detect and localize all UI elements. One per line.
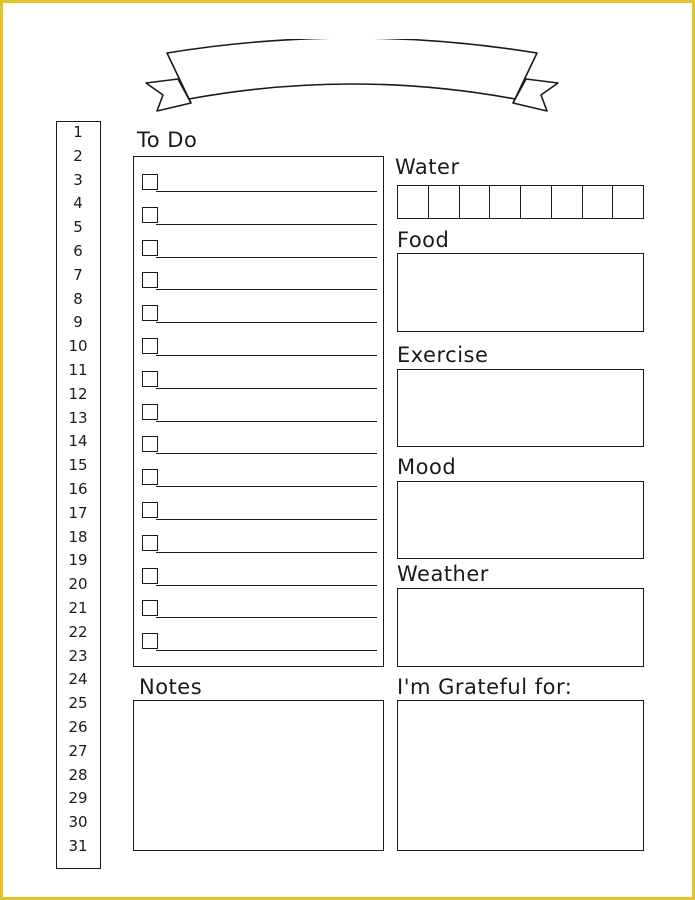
todo-row bbox=[142, 371, 377, 393]
day-column bbox=[56, 121, 101, 869]
todo-line[interactable] bbox=[156, 355, 377, 356]
water-glass-cell[interactable] bbox=[429, 186, 460, 218]
todo-checkbox[interactable] bbox=[142, 600, 158, 616]
day-number: 2 bbox=[73, 146, 83, 165]
todo-row bbox=[142, 240, 377, 262]
todo-row bbox=[142, 207, 377, 229]
day-number: 13 bbox=[68, 408, 88, 427]
todo-row bbox=[142, 600, 377, 622]
todo-checkbox[interactable] bbox=[142, 272, 158, 288]
todo-line[interactable] bbox=[156, 617, 377, 618]
todo-row bbox=[142, 436, 377, 458]
todo-row bbox=[142, 568, 377, 590]
todo-checkbox[interactable] bbox=[142, 502, 158, 518]
todo-line[interactable] bbox=[156, 388, 377, 389]
water-glass-cell[interactable] bbox=[583, 186, 614, 218]
day-number: 20 bbox=[68, 575, 88, 594]
notes-box[interactable] bbox=[133, 700, 384, 851]
water-glass-cell[interactable] bbox=[613, 186, 643, 218]
todo-checkbox[interactable] bbox=[142, 207, 158, 223]
todo-checkbox[interactable] bbox=[142, 305, 158, 321]
todo-checkbox[interactable] bbox=[142, 338, 158, 354]
day-number: 31 bbox=[68, 837, 88, 855]
todo-line[interactable] bbox=[156, 519, 377, 520]
day-number: 14 bbox=[68, 432, 88, 451]
grateful-box[interactable] bbox=[397, 700, 644, 851]
grateful-heading: I'm Grateful for: bbox=[397, 675, 573, 699]
todo-checkbox[interactable] bbox=[142, 240, 158, 256]
todo-line[interactable] bbox=[156, 585, 377, 586]
todo-row bbox=[142, 338, 377, 360]
todo-checkbox[interactable] bbox=[142, 371, 158, 387]
day-number: 9 bbox=[73, 313, 83, 332]
weather-box[interactable] bbox=[397, 588, 644, 667]
weather-heading: Weather bbox=[397, 562, 489, 586]
todo-row bbox=[142, 502, 377, 524]
todo-checkbox[interactable] bbox=[142, 404, 158, 420]
water-glass-cell[interactable] bbox=[398, 186, 429, 218]
banner-band bbox=[167, 39, 537, 99]
todo-row bbox=[142, 535, 377, 557]
exercise-box[interactable] bbox=[397, 369, 644, 447]
todo-checkbox[interactable] bbox=[142, 469, 158, 485]
todo-row bbox=[142, 633, 377, 655]
day-number: 5 bbox=[73, 218, 83, 237]
title-banner[interactable] bbox=[143, 39, 561, 119]
day-number: 24 bbox=[68, 670, 88, 689]
day-number: 22 bbox=[68, 622, 88, 641]
todo-box bbox=[133, 156, 384, 667]
day-number: 27 bbox=[68, 741, 88, 760]
todo-checkbox[interactable] bbox=[142, 436, 158, 452]
water-glass-cell[interactable] bbox=[490, 186, 521, 218]
food-heading: Food bbox=[397, 228, 450, 252]
exercise-heading: Exercise bbox=[397, 343, 489, 367]
todo-line[interactable] bbox=[156, 453, 377, 454]
day-number: 15 bbox=[68, 456, 88, 475]
day-number: 17 bbox=[68, 503, 88, 522]
day-number: 12 bbox=[68, 384, 88, 403]
day-number: 6 bbox=[73, 242, 83, 260]
todo-row bbox=[142, 404, 377, 426]
day-number: 30 bbox=[68, 813, 88, 832]
todo-checkbox[interactable] bbox=[142, 633, 158, 649]
todo-row bbox=[142, 469, 377, 491]
water-heading: Water bbox=[395, 155, 460, 179]
todo-line[interactable] bbox=[156, 191, 377, 192]
todo-line[interactable] bbox=[156, 486, 377, 487]
todo-row bbox=[142, 305, 377, 327]
todo-row bbox=[142, 174, 377, 196]
water-tracker bbox=[397, 185, 644, 219]
todo-checkbox[interactable] bbox=[142, 174, 158, 190]
todo-line[interactable] bbox=[156, 322, 377, 323]
notes-heading: Notes bbox=[139, 675, 203, 699]
todo-row bbox=[142, 272, 377, 294]
day-number: 26 bbox=[68, 718, 88, 736]
day-number: 29 bbox=[68, 789, 88, 808]
todo-line[interactable] bbox=[156, 421, 377, 422]
mood-box[interactable] bbox=[397, 481, 644, 559]
todo-line[interactable] bbox=[156, 257, 377, 258]
day-number: 16 bbox=[68, 480, 88, 498]
day-number: 18 bbox=[68, 527, 88, 546]
todo-heading: To Do bbox=[137, 128, 198, 152]
todo-checkbox[interactable] bbox=[142, 568, 158, 584]
mood-heading: Mood bbox=[397, 455, 457, 479]
day-number: 10 bbox=[68, 337, 88, 356]
todo-line[interactable] bbox=[156, 650, 377, 651]
day-number: 21 bbox=[68, 599, 88, 617]
todo-line[interactable] bbox=[156, 224, 377, 225]
day-number: 19 bbox=[68, 551, 88, 570]
day-number: 28 bbox=[68, 765, 88, 784]
todo-line[interactable] bbox=[156, 289, 377, 290]
day-number: 11 bbox=[68, 361, 88, 379]
day-number: 8 bbox=[73, 289, 83, 308]
todo-line[interactable] bbox=[156, 552, 377, 553]
food-box[interactable] bbox=[397, 253, 644, 332]
day-number: 23 bbox=[68, 646, 88, 665]
water-glass-cell[interactable] bbox=[552, 186, 583, 218]
day-number: 1 bbox=[73, 123, 83, 141]
water-glass-cell[interactable] bbox=[460, 186, 491, 218]
day-number: 7 bbox=[73, 265, 83, 284]
day-number: 3 bbox=[73, 170, 83, 189]
day-number: 4 bbox=[73, 194, 83, 213]
water-glass-cell[interactable] bbox=[521, 186, 552, 218]
todo-checkbox[interactable] bbox=[142, 535, 158, 551]
day-number: 25 bbox=[68, 694, 88, 713]
